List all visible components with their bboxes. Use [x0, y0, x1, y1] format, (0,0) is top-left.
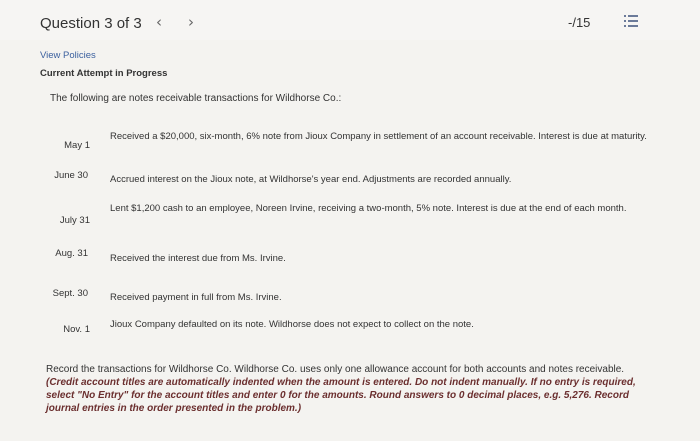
list-icon [624, 14, 638, 28]
previous-question-button[interactable] [152, 13, 166, 31]
chevron-left-icon: ‹ [156, 13, 162, 31]
chevron-right-icon: › [188, 13, 194, 31]
instructions-emphasis: (Credit account titles are automatically indented when the amount is entered. Do not indent manually. If no entry is required, select "No Entry" for the account titles and enter 0 for the amounts. Round answers to 0 decimal places, e.g. 5,276. Record journal entries in the order presented in the problem.) [46, 377, 636, 414]
view-policies-link[interactable]: View Policies [40, 50, 96, 61]
question-header [0, 0, 700, 41]
transaction-description: Lent $1,200 cash to an employee, Noreen Irvine, receiving a two-month, 5% note. Interest is due at the end of each month. [110, 203, 627, 214]
transaction-date: Nov. 1 [63, 324, 90, 335]
problem-intro: The following are notes receivable transactions for Wildhorse Co.: [50, 93, 342, 104]
transaction-date: June 30 [54, 170, 88, 181]
transaction-date: May 1 [64, 140, 90, 151]
next-question-button[interactable] [184, 13, 198, 31]
transaction-description: Jioux Company defaulted on its note. Wildhorse does not expect to collect on the note. [110, 319, 474, 330]
question-content [0, 40, 700, 441]
attempt-status: Current Attempt in Progress [40, 68, 168, 79]
question-score: -/15 [568, 15, 591, 30]
question-counter: Question 3 of 3 [40, 15, 142, 32]
transaction-description: Received a $20,000, six-month, 6% note from Jioux Company in settlement of an account receivable. Interest is due at maturity. [110, 131, 647, 142]
transaction-date: Sept. 30 [52, 288, 88, 299]
question-list-button[interactable] [624, 14, 638, 28]
transaction-date: Aug. 31 [55, 248, 88, 259]
transaction-description: Accrued interest on the Jioux note, at Wildhorse's year end. Adjustments are recorded annually. [110, 174, 512, 185]
instructions [46, 363, 656, 415]
transaction-description: Received the interest due from Ms. Irvine. [110, 253, 286, 264]
instructions-text: Record the transactions for Wildhorse Co. Wildhorse Co. uses only one allowance account for both accounts and notes receivable. [46, 364, 625, 375]
transaction-description: Received payment in full from Ms. Irvine. [110, 292, 282, 303]
transaction-date: July 31 [59, 215, 90, 226]
